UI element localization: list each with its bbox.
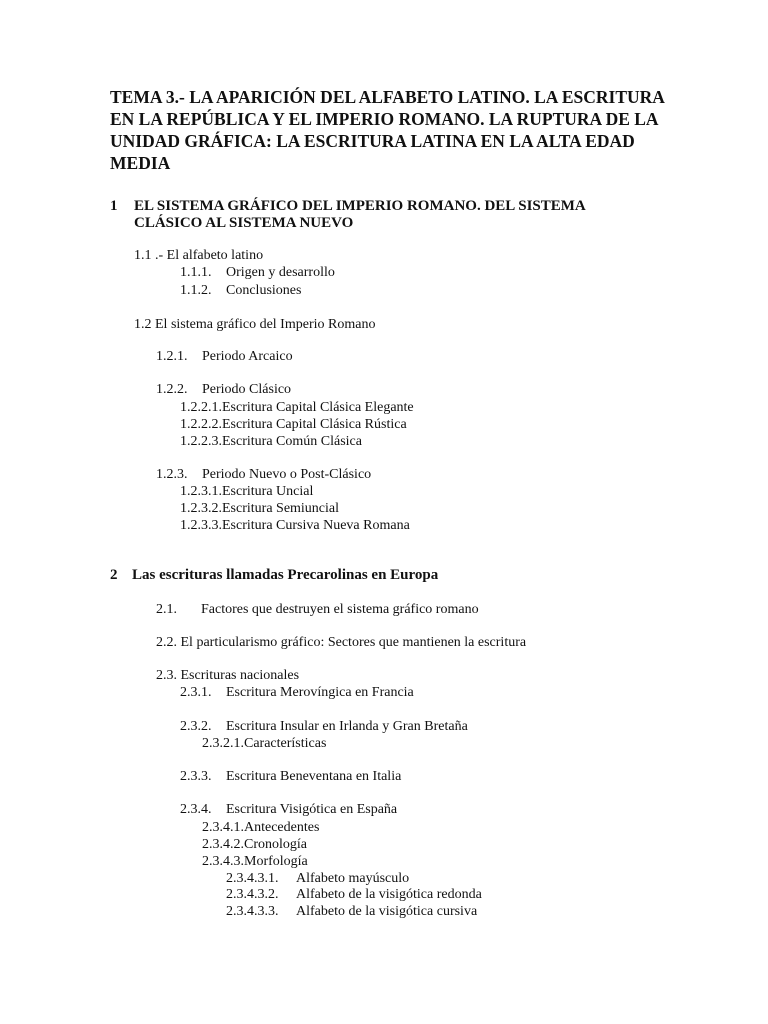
outline-number: 1.1.1. [180,265,212,280]
outline-item-2-3-1 [180,684,414,701]
section-2-number: 2 [110,567,118,583]
outline-item-2-3: 2.3. Escrituras nacionales [156,668,300,683]
outline-text: Periodo Nuevo o Post-Clásico [202,467,372,482]
section-1-number: 1 [110,198,118,214]
outline-text: Escritura Visigótica en España [226,802,398,817]
outline-number: 2.3.4.3.1. [226,871,279,886]
outline-text: Factores que destruyen el sistema gráfico romano [201,602,479,617]
outline-item-1-2-2 [156,381,291,398]
outline-number: 1.2.1. [156,349,188,364]
outline-number: 1.1.2. [180,283,212,298]
outline-item-1-2-3 [156,466,371,483]
outline-number: 1.2.3. [156,467,188,482]
section-2-heading: Las escrituras llamadas Precarolinas en Europa [132,567,439,583]
outline-item-2-3-2 [180,718,468,735]
outline-item-1-2-2-2: 1.2.2.2.Escritura Capital Clásica Rústica [180,417,407,432]
outline-item-1-1-1 [180,264,335,281]
outline-number: 2.1. [156,602,177,617]
outline-item-2-3-4-3-1 [226,870,409,887]
outline-number: 1.2.2. [156,382,188,397]
outline-item-2-3-4-2: 2.3.4.2.Cronología [202,837,307,852]
outline-text: Alfabeto mayúsculo [296,871,410,886]
outline-text: Alfabeto de la visigótica cursiva [296,904,478,919]
outline-text: Escritura Insular en Irlanda y Gran Bretaña [226,719,468,734]
outline-item-1-1-2 [180,282,301,299]
outline-item-2-3-4-1: 2.3.4.1.Antecedentes [202,820,320,835]
outline-number: 2.3.3. [180,769,212,784]
outline-number: 2.3.4.3.3. [226,904,279,919]
outline-text: Periodo Clásico [202,382,292,397]
outline-item-1-2-3-1: 1.2.3.1.Escritura Uncial [180,484,314,499]
document-title: TEMA 3.- LA APARICIÓN DEL ALFABETO LATINO. LA ESCRITURA EN LA REPÚBLICA Y EL IMPERIO ROMANO. LA RUPTURA DE LA UNIDAD GRÁFICA: LA ESCRITURA LATINA EN LA ALTA EDAD MEDIA [110,87,664,173]
outline-text: Alfabeto de la visigótica redonda [296,887,482,902]
outline-item-2-3-3 [180,768,401,785]
outline-text: Periodo Arcaico [202,349,293,364]
section-1-heading-line-2: CLÁSICO AL SISTEMA NUEVO [134,215,354,231]
outline-item-2-3-4-3-2 [226,886,482,903]
outline-item-2-2: 2.2. El particularismo gráfico: Sectores que mantienen la escritura [156,635,527,650]
section-1-heading-line-1: EL SISTEMA GRÁFICO DEL IMPERIO ROMANO. DEL SISTEMA [134,198,586,214]
outline-text: Conclusiones [226,283,302,298]
outline-text: Escritura Merovíngica en Francia [226,685,414,700]
outline-item-1-2-2-3: 1.2.2.3.Escritura Común Clásica [180,434,362,449]
outline-item-1-2: 1.2 El sistema gráfico del Imperio Romano [134,317,376,332]
outline-item-2-3-2-1: 2.3.2.1.Características [202,736,327,751]
outline-text: Escritura Beneventana en Italia [226,769,402,784]
outline-item-1-2-3-3: 1.2.3.3.Escritura Cursiva Nueva Romana [180,518,410,533]
outline-item-1-2-2-1: 1.2.2.1.Escritura Capital Clásica Elegante [180,400,414,415]
outline-item-2-3-4-3-3 [226,903,477,920]
outline-item-2-3-4-3: 2.3.4.3.Morfología [202,854,308,869]
outline-number: 2.3.4. [180,802,212,817]
outline-item-2-1 [156,601,479,618]
outline-number: 2.3.4.3.2. [226,887,279,902]
outline-text: Origen y desarrollo [226,265,335,280]
outline-item-1-1: 1.1 .- El alfabeto latino [134,248,264,263]
outline-item-2-3-4 [180,801,397,818]
outline-item-1-2-1 [156,348,293,365]
outline-item-1-2-3-2: 1.2.3.2.Escritura Semiuncial [180,501,340,516]
outline-number: 2.3.2. [180,719,212,734]
outline-number: 2.3.1. [180,685,212,700]
